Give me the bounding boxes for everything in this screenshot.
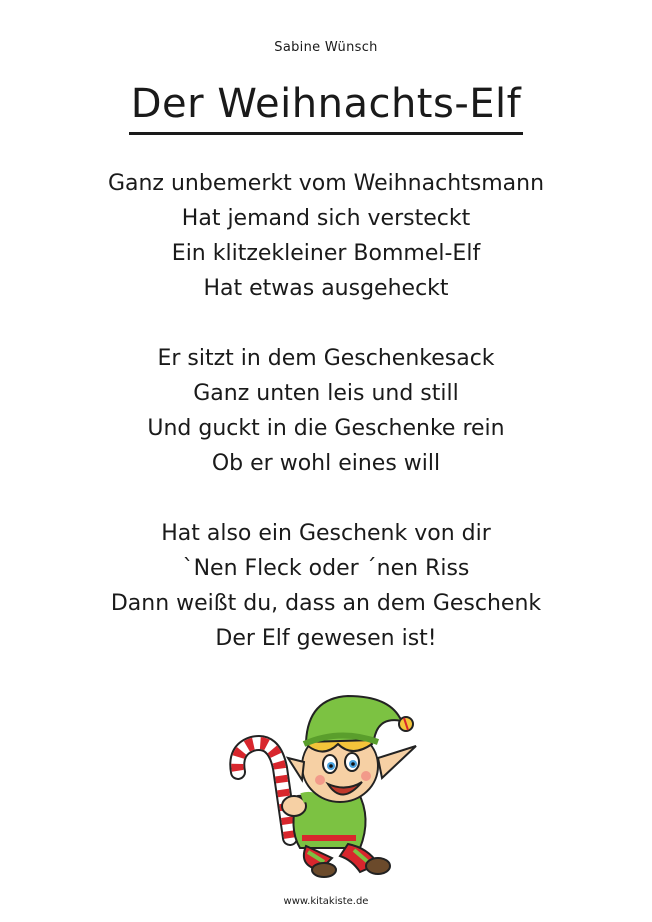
poem-line: Ein klitzekleiner Bommel-Elf <box>171 241 481 266</box>
poem-line: Ganz unten leis und still <box>193 381 459 406</box>
poem-body <box>0 166 652 691</box>
poem-line: Ganz unbemerkt vom Weihnachtsmann <box>107 171 545 196</box>
elf-with-candy-cane-icon <box>228 688 428 878</box>
stanza-1 <box>0 166 652 306</box>
poem-title-text: Der Weihnachts-Elf <box>129 78 523 135</box>
poem-line: Dann weißt du, dass an dem Geschenk <box>110 591 542 616</box>
poem-line: `Nen Fleck oder ´nen Riss <box>182 556 470 581</box>
poem-line: Und guckt in die Geschenke rein <box>147 416 505 441</box>
poem-line: Er sitzt in dem Geschenkesack <box>157 346 495 371</box>
poem-line: Hat also ein Geschenk von dir <box>161 521 491 546</box>
poem-title <box>0 78 652 135</box>
poem-line: Hat jemand sich versteckt <box>181 206 471 231</box>
poem-line: Ob er wohl eines will <box>211 451 441 476</box>
poem-line: Hat etwas ausgeheckt <box>203 276 449 301</box>
author-name: Sabine Wünsch <box>274 40 378 55</box>
stanza-2 <box>0 341 652 481</box>
stanza-3 <box>0 516 652 656</box>
footer-url: www.kitakiste.de <box>283 896 369 907</box>
poem-line: Der Elf gewesen ist! <box>215 626 437 651</box>
candy-cane-icon <box>237 743 290 838</box>
